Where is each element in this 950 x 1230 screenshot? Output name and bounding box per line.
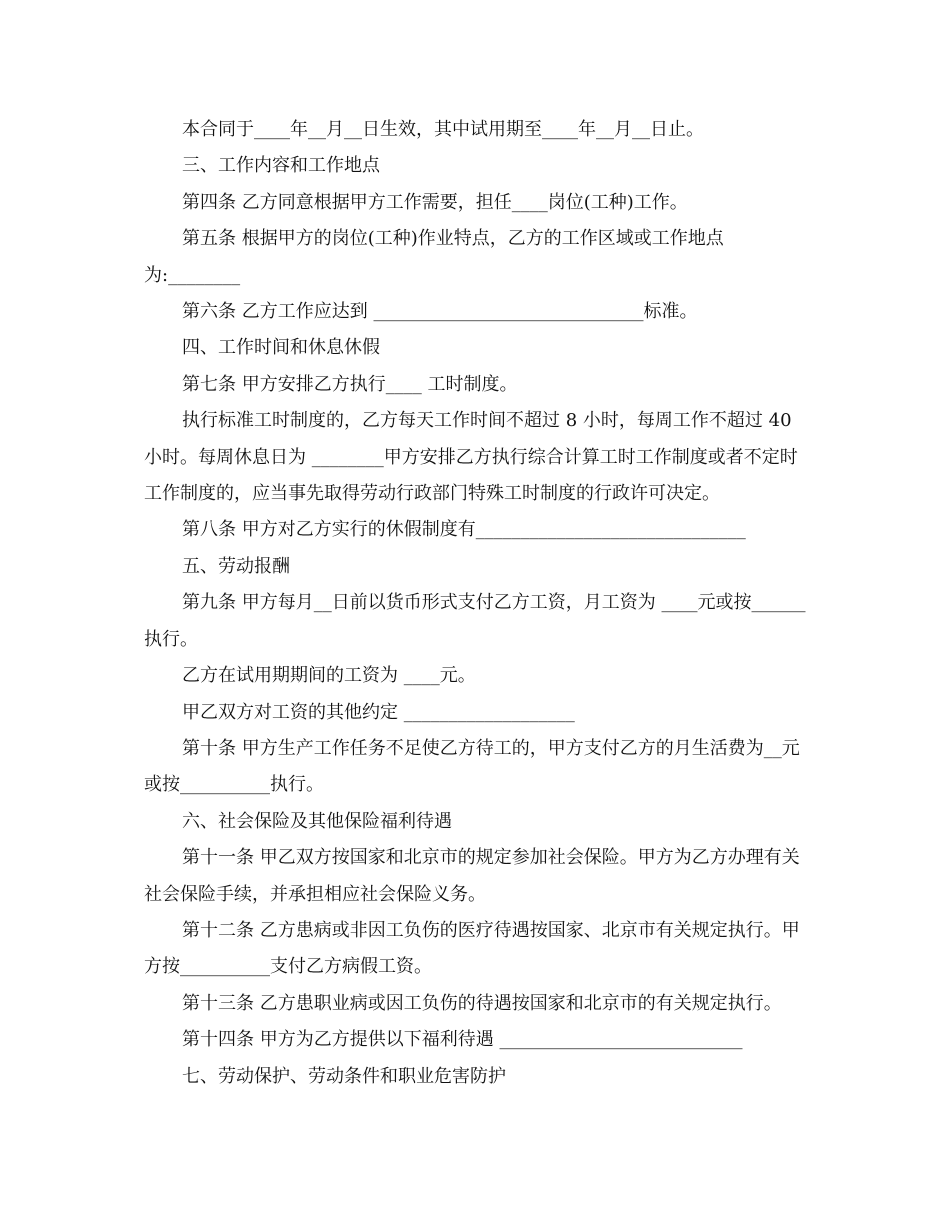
clause-11: 第十一条 甲乙双方按国家和北京市的规定参加社会保险。甲方为乙方办理有关社会保险手续，并承担相应社会保险义务。 [144,847,800,905]
clause-14: 第十四条 甲方为乙方提供以下福利待遇 ___________________________ [182,1029,743,1051]
clause-4: 第四条 乙方同意根据甲方工作需要，担任____岗位(工种)工作。 [182,191,688,213]
clause-8: 第八条 甲方对乙方实行的休假制度有______________________________ [182,519,746,541]
section-heading-work-content: 三、工作内容和工作地点 [182,155,380,177]
clause-13: 第十三条 乙方患职业病或因工负伤的待遇按国家和北京市的有关规定执行。 [182,992,782,1014]
paragraph-other-salary-terms: 甲乙双方对工资的其他约定 ___________________ [182,701,575,723]
paragraph-standard-hours: 执行标准工时制度的，乙方每天工作时间不超过 8 小时，每周工作不超过 40 小时。每周休息日为 ________甲方安排乙方执行综合计算工时工作制度或者不定时工作制度的，应当事先取得劳动行政部门特殊工时制度的行政许可决定。 [144,410,798,505]
paragraph-effective-date: 本合同于____年__月__日生效，其中试用期至____年__月__日止。 [182,119,704,140]
section-heading-labor-protection: 七、劳动保护、劳动条件和职业危害防护 [182,1065,506,1087]
clause-5: 第五条 根据甲方的岗位(工种)作业特点，乙方的工作区域或工作地点为:________ [144,228,724,286]
paragraph-probation-salary: 乙方在试用期期间的工资为 ____元。 [182,665,476,687]
clause-7: 第七条 甲方安排乙方执行____ 工时制度。 [182,373,518,395]
clause-9: 第九条 甲方每月__日前以货币形式支付乙方工资，月工资为 ____元或按______执行。 [144,592,806,650]
clause-10: 第十条 甲方生产工作任务不足使乙方待工的，甲方支付乙方的月生活费为__元或按__________执行。 [144,737,800,796]
clause-12: 第十二条 乙方患病或非因工负伤的医疗待遇按国家、北京市有关规定执行。甲方按__________支付乙方病假工资。 [144,919,800,978]
section-heading-social-insurance: 六、社会保险及其他保险福利待遇 [182,810,452,832]
section-heading-remuneration: 五、劳动报酬 [182,555,290,577]
section-heading-working-hours: 四、工作时间和休息休假 [182,337,380,359]
document-body [144,112,808,1095]
clause-6: 第六条 乙方工作应达到 ______________________________标准。 [182,301,698,323]
